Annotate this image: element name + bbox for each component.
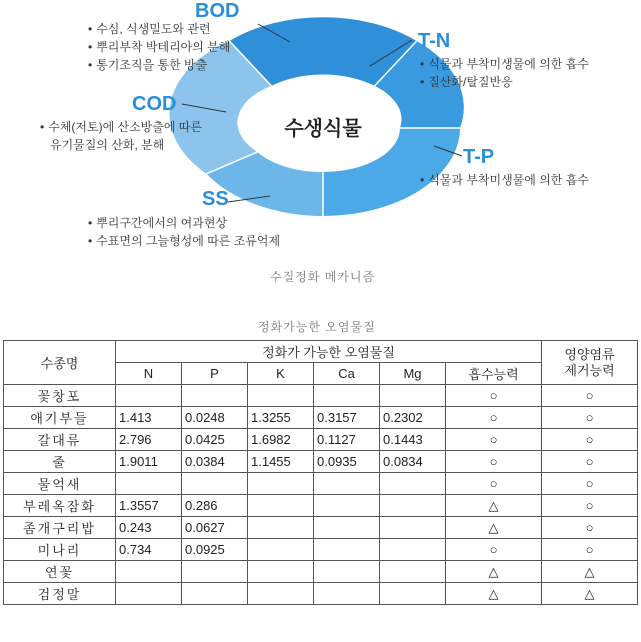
value-cell [116,561,182,583]
absorb-cell: △ [446,561,542,583]
value-cell: 0.1127 [314,429,380,451]
value-cell [314,385,380,407]
label-tp: T-P [463,146,495,168]
nutrient-cell: △ [542,583,638,605]
absorb-cell: △ [446,495,542,517]
nutrient-cell: ○ [542,407,638,429]
table-caption: 정화가능한 오염물질 [258,320,376,334]
bullet-item: • 뿌리구간에서의 여과현상 [88,214,280,232]
header-col-absorb: 흡수능력 [446,363,542,385]
value-cell: 0.243 [116,517,182,539]
value-cell [116,583,182,605]
value-cell [380,495,446,517]
value-cell [248,517,314,539]
value-cell: 1.9011 [116,451,182,473]
value-cell: 0.0834 [380,451,446,473]
absorb-cell: △ [446,517,542,539]
value-cell [182,583,248,605]
table-row [4,517,638,539]
nutrient-cell: ○ [542,451,638,473]
value-cell [248,583,314,605]
value-cell: 0.286 [182,495,248,517]
absorb-cell: ○ [446,539,542,561]
absorb-cell: △ [446,583,542,605]
bullet-item: • 뿌리부착 박테리아의 분해 [88,38,230,56]
value-cell [248,539,314,561]
nutrient-cell: ○ [542,473,638,495]
table-body [4,385,638,605]
bullets-tn [420,55,589,91]
value-cell [380,539,446,561]
value-cell: 1.6982 [248,429,314,451]
bullet-item: • 수체(저토)에 산소방출에 따른 [40,118,202,136]
bullet-item: • 수심, 식생밀도와 관련 [88,20,230,38]
value-cell [314,539,380,561]
value-cell [314,561,380,583]
species-cell: 좀개구리밥 [4,517,116,539]
value-cell [182,385,248,407]
header-col-p: P [182,363,248,385]
table-row [4,451,638,473]
nutrient-cell: △ [542,561,638,583]
header-nutrient-line: 제거능력 [564,362,615,378]
value-cell [248,561,314,583]
bullets-ss [88,214,280,250]
value-cell: 1.3255 [248,407,314,429]
value-cell: 1.1455 [248,451,314,473]
species-cell: 미나리 [4,539,116,561]
header-nutrient [542,341,638,385]
species-cell: 애기부들 [4,407,116,429]
absorb-cell: ○ [446,429,542,451]
value-cell: 0.0425 [182,429,248,451]
value-cell: 0.1443 [380,429,446,451]
diagram-caption: 수질정화 메카니즘 [270,270,376,284]
value-cell [182,561,248,583]
species-cell: 갈대류 [4,429,116,451]
value-cell [116,385,182,407]
table-row [4,561,638,583]
value-cell: 0.734 [116,539,182,561]
nutrient-cell: ○ [542,517,638,539]
value-cell [314,517,380,539]
value-cell: 0.0935 [314,451,380,473]
species-cell: 연꽃 [4,561,116,583]
center-label: 수생식물 [284,118,362,140]
header-species: 수종명 [4,341,116,385]
table-row [4,583,638,605]
species-cell: 물억새 [4,473,116,495]
table-row [4,385,638,407]
bullets-tp [420,171,589,189]
table-row [4,495,638,517]
pollutant-table [3,340,638,605]
value-cell [314,583,380,605]
bullet-item: • 질산화/탈질반응 [420,73,589,91]
bullets-bod [88,20,230,74]
nutrient-cell: ○ [542,429,638,451]
value-cell: 0.0384 [182,451,248,473]
header-group: 정화가 가능한 오염물질 [116,341,542,363]
species-cell: 꽃창포 [4,385,116,407]
bullet-item: • 통기조직을 통한 방출 [88,56,230,74]
nutrient-cell: ○ [542,539,638,561]
table-row [4,473,638,495]
value-cell [380,385,446,407]
water-purification-diagram [0,0,641,290]
value-cell [116,473,182,495]
bullets-cod [40,118,202,154]
value-cell [248,473,314,495]
table-row [4,407,638,429]
value-cell [380,583,446,605]
value-cell: 0.2302 [380,407,446,429]
nutrient-cell: ○ [542,495,638,517]
value-cell [314,495,380,517]
value-cell [182,473,248,495]
bullet-item: • 수표면의 그늘형성에 따른 조류억제 [88,232,280,250]
species-cell: 검정말 [4,583,116,605]
header-col-k: K [248,363,314,385]
absorb-cell: ○ [446,385,542,407]
value-cell: 0.0925 [182,539,248,561]
absorb-cell: ○ [446,407,542,429]
value-cell [314,473,380,495]
header-col-n: N [116,363,182,385]
bullet-item: 유기물질의 산화, 분해 [50,138,165,152]
value-cell: 2.796 [116,429,182,451]
label-cod: COD [132,93,177,115]
header-col-ca: Ca [314,363,380,385]
label-ss: SS [202,188,229,210]
value-cell: 1.413 [116,407,182,429]
table-row [4,539,638,561]
species-cell: 부레옥잠화 [4,495,116,517]
absorb-cell: ○ [446,451,542,473]
value-cell [380,561,446,583]
value-cell [248,495,314,517]
nutrient-cell: ○ [542,385,638,407]
label-tn: T-N [418,30,451,52]
header-col-mg: Mg [380,363,446,385]
bullet-item: • 식물과 부착미생물에 의한 흡수 [420,171,589,189]
value-cell [380,517,446,539]
species-cell: 줄 [4,451,116,473]
table-row [4,429,638,451]
bullet-item: • 식물과 부착미생물에 의한 흡수 [420,55,589,73]
absorb-cell: ○ [446,473,542,495]
value-cell: 0.3157 [314,407,380,429]
value-cell: 0.0627 [182,517,248,539]
value-cell: 1.3557 [116,495,182,517]
header-nutrient-line: 영양염류 [564,346,615,362]
value-cell: 0.0248 [182,407,248,429]
value-cell [248,385,314,407]
label-bod: BOD [195,0,240,22]
value-cell [380,473,446,495]
